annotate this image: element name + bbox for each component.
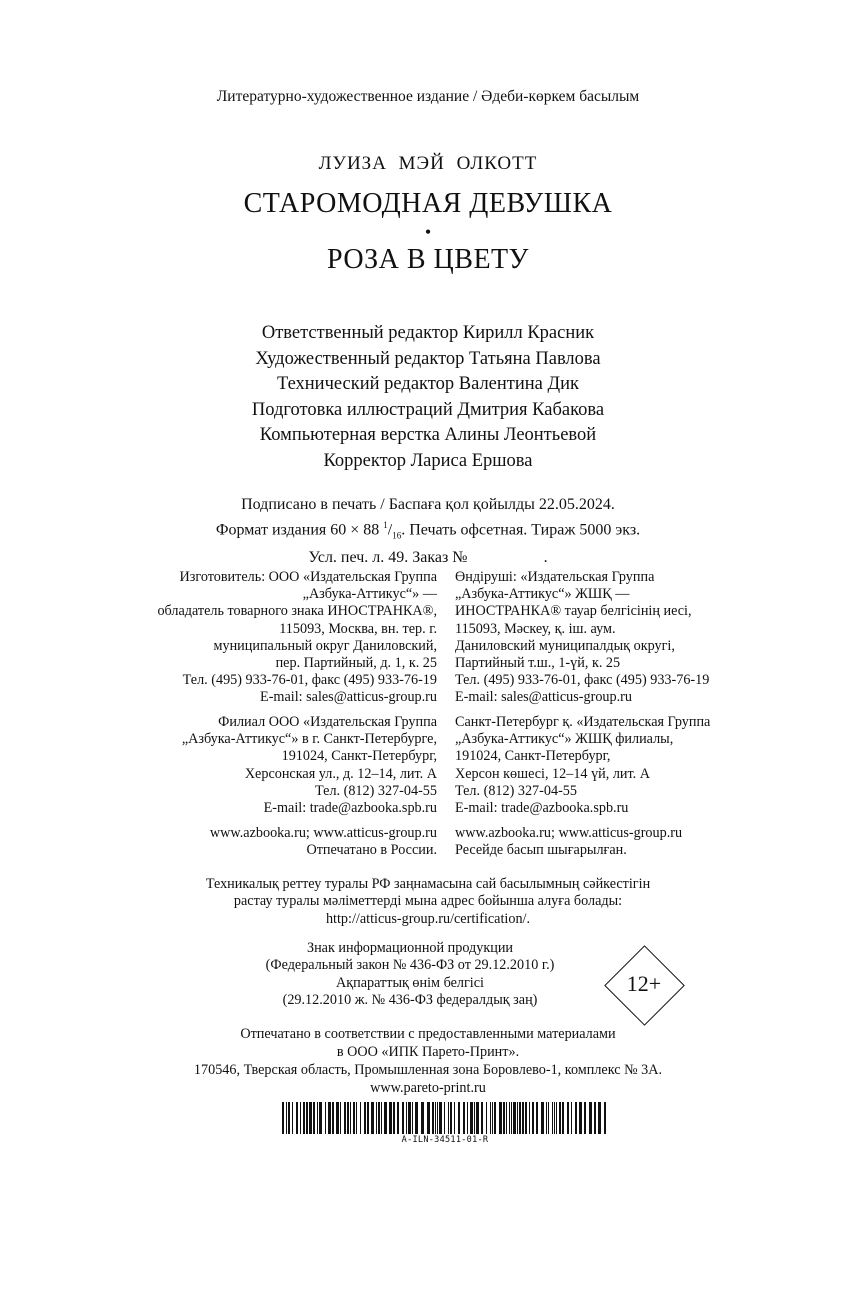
- edition-type: Литературно-художественное издание / Әдеби-көркем басылым: [216, 88, 640, 105]
- address-line: 191024, Санкт-Петербург,: [455, 748, 611, 765]
- barcode-bar: [408, 1102, 411, 1134]
- email-line: E-mail: sales@atticus-group.ru: [455, 689, 632, 706]
- barcode-bar: [328, 1102, 331, 1134]
- barcode-bar: [494, 1102, 496, 1134]
- barcode-bar: [444, 1102, 445, 1134]
- barcode-bar: [458, 1102, 460, 1134]
- phone-line: Тел. (495) 933-76-01, факс (495) 933-76-19: [455, 672, 710, 689]
- barcode-bar: [353, 1102, 355, 1134]
- barcode-bar: [393, 1102, 395, 1134]
- format-suffix: . Печать офсетная. Тираж 5000 экз.: [401, 521, 641, 539]
- printer-line: в ООО «ИПК Парето-Принт».: [336, 1044, 520, 1060]
- credit-line: Художественный редактор Татьяна Павлова: [255, 348, 601, 369]
- barcode-bar: [546, 1102, 547, 1134]
- address-line: Филиал ООО «Издательская Группа: [218, 714, 437, 730]
- phone-line: Тел. (495) 933-76-01, факс (495) 933-76-19: [182, 672, 437, 689]
- info-sign-line: Ақпараттық өнім белгісі: [336, 974, 484, 991]
- barcode-bar: [486, 1102, 487, 1134]
- credit-line: Корректор Лариса Ершова: [323, 450, 533, 471]
- address-line: Даниловский муниципалдық округі,: [455, 637, 675, 654]
- cert-url: http://atticus-group.ru/certification/.: [325, 910, 531, 927]
- author-name: ЛУИЗА МЭЙ ОЛКОТТ: [318, 153, 538, 174]
- address-line: Херсонская ул., д. 12–14, лит. А: [244, 765, 437, 782]
- barcode-bar: [548, 1102, 549, 1134]
- info-sign-line: Знак информационной продукции: [306, 940, 514, 956]
- info-product-sign: [200, 940, 620, 1009]
- printer-line: Отпечатано в соответствии с предоставленными материалами: [240, 1026, 616, 1042]
- printed-in: Отпечатано в России.: [306, 842, 437, 859]
- barcode-bar: [525, 1102, 527, 1134]
- websites-ru: [100, 825, 437, 859]
- order-line: Усл. печ. л. 49. Заказ № .: [308, 548, 548, 566]
- address-line: Херсон көшесі, 12–14 үй, лит. А: [455, 765, 651, 782]
- signed-date: Подписано в печать / Баспаға қол қойылды 22.05.2024.: [241, 496, 615, 513]
- certification-note: [0, 876, 856, 928]
- title-separator: •: [425, 224, 431, 241]
- barcode-bar: [336, 1102, 339, 1134]
- barcode-bar: [402, 1102, 404, 1134]
- barcode-bar: [356, 1102, 357, 1134]
- barcode-bar: [397, 1102, 399, 1134]
- barcode-bar: [344, 1102, 346, 1134]
- barcode-bar: [435, 1102, 436, 1134]
- format-den: 16: [392, 530, 402, 541]
- barcode-bar: [439, 1102, 442, 1134]
- barcode-bar: [513, 1102, 516, 1134]
- address-line: Санкт-Петербург қ. «Издательская Группа: [455, 714, 711, 730]
- barcode-bar: [325, 1102, 326, 1134]
- barcode-bar: [490, 1102, 491, 1134]
- email-line: E-mail: trade@azbooka.spb.ru: [455, 800, 629, 817]
- address-line: пер. Партийный, д. 1, к. 25: [275, 655, 437, 672]
- barcode-bar: [559, 1102, 561, 1134]
- barcode-bar: [412, 1102, 413, 1134]
- barcode-bar: [598, 1102, 601, 1134]
- printer-info: [0, 1025, 856, 1097]
- address-line: „Азбука-Аттикус“» в г. Санкт-Петербурге,: [181, 731, 437, 748]
- barcode-bar: [575, 1102, 577, 1134]
- print-info: [0, 494, 856, 568]
- format-line: [0, 515, 856, 547]
- barcode-bar: [536, 1102, 538, 1134]
- barcode-bar: [288, 1102, 290, 1134]
- barcode-bar: [350, 1102, 351, 1134]
- barcode-bar: [319, 1102, 322, 1134]
- address-line: 115093, Мәскеу, қ. іш. аум.: [455, 620, 616, 637]
- barcode-bar: [589, 1102, 592, 1134]
- barcode-bar: [384, 1102, 387, 1134]
- barcode-bar: [492, 1102, 493, 1134]
- barcode-bar: [415, 1102, 418, 1134]
- barcode-bar: [503, 1102, 505, 1134]
- barcode-bar: [378, 1102, 380, 1134]
- branch-kz: [455, 714, 785, 817]
- barcode-bar: [450, 1102, 452, 1134]
- address-line: Изготовитель: ООО «Издательская Группа: [179, 569, 437, 585]
- barcode-bar: [381, 1102, 382, 1134]
- info-sign-line: (Федеральный закон № 436-ФЗ от 29.12.2010 г.): [265, 957, 555, 974]
- address-line: Өндіруші: «Издательская Группа: [455, 569, 655, 585]
- barcode-bar: [313, 1102, 315, 1134]
- phone-line: Тел. (812) 327-04-55: [315, 782, 437, 799]
- address-line: Партийный т.ш., 1-үй, к. 25: [455, 655, 621, 672]
- credit-line: Подготовка иллюстраций Дмитрия Кабакова: [251, 399, 605, 420]
- barcode-bar: [367, 1102, 369, 1134]
- credits-list: [0, 321, 856, 475]
- barcode-bar: [448, 1102, 449, 1134]
- barcode-bar: [517, 1102, 518, 1134]
- format-slash: /: [387, 521, 393, 539]
- book-title-1: СТАРОМОДНАЯ ДЕВУШКА: [243, 188, 613, 219]
- email-line: E-mail: trade@azbooka.spb.ru: [263, 800, 437, 817]
- barcode-bar: [541, 1102, 544, 1134]
- barcode-bar: [332, 1102, 334, 1134]
- address-line: 191024, Санкт-Петербург,: [281, 748, 437, 765]
- credit-line: Ответственный редактор Кирилл Красник: [261, 323, 595, 343]
- barcode-bar: [554, 1102, 555, 1134]
- address-line: ИНОСТРАНКА® тауар белгісінің иесі,: [455, 603, 692, 620]
- cert-line: растау туралы мәліметтерді мына адрес бойынша алуға болады:: [233, 893, 623, 910]
- barcode-bar: [509, 1102, 510, 1134]
- address-line: „Азбука-Аттикус“» ЖШҚ —: [455, 586, 630, 603]
- cert-line: Техникалық реттеу туралы РФ заңнамасына сай басылымның сәйкестігін: [205, 876, 651, 892]
- age-rating-badge: [604, 945, 684, 1025]
- barcode-bar: [389, 1102, 392, 1134]
- barcode-bar: [360, 1102, 361, 1134]
- barcode-bar: [506, 1102, 507, 1134]
- format-prefix: Формат издания 60 × 88: [215, 521, 384, 539]
- barcode-bar: [529, 1102, 530, 1134]
- barcode-icon: [282, 1102, 610, 1134]
- barcode-bar: [519, 1102, 521, 1134]
- website-line: www.azbooka.ru; www.atticus-group.ru: [209, 825, 437, 841]
- barcode-bar: [594, 1102, 596, 1134]
- barcode-bar: [454, 1102, 455, 1134]
- address-line: обладатель товарного знака ИНОСТРАНКА®,: [157, 603, 437, 620]
- barcode-bar: [499, 1102, 502, 1134]
- manufacturer-ru: [100, 569, 437, 707]
- barcode-bar: [340, 1102, 341, 1134]
- barcode-bar: [532, 1102, 534, 1134]
- barcode-bar: [300, 1102, 301, 1134]
- barcode-bar: [481, 1102, 483, 1134]
- barcode-bar: [437, 1102, 438, 1134]
- barcode-bar: [406, 1102, 407, 1134]
- websites-kz: [455, 825, 785, 859]
- barcode-bar: [556, 1102, 557, 1134]
- barcode-bar: [292, 1102, 293, 1134]
- info-sign-line: (29.12.2010 ж. № 436-ФЗ федералдық заң): [282, 991, 538, 1008]
- barcode-bar: [511, 1102, 512, 1134]
- barcode-bar: [579, 1102, 582, 1134]
- barcode-bar: [296, 1102, 298, 1134]
- barcode-bar: [432, 1102, 434, 1134]
- barcode-bar: [571, 1102, 572, 1134]
- barcode-bar: [286, 1102, 287, 1134]
- barcode-bar: [376, 1102, 377, 1134]
- barcode-bar: [476, 1102, 479, 1134]
- barcode-bar: [317, 1102, 318, 1134]
- address-line: „Азбука-Аттикус“» —: [302, 586, 437, 603]
- credit-line: Технический редактор Валентина Дик: [276, 374, 580, 395]
- barcode-bar: [303, 1102, 305, 1134]
- printer-website: www.pareto-print.ru: [370, 1080, 486, 1096]
- barcode-bar: [371, 1102, 374, 1134]
- barcode-bar: [552, 1102, 553, 1134]
- barcode-bar: [309, 1102, 312, 1134]
- age-rating-text: 12+: [626, 971, 662, 996]
- address-line: муниципальный округ Даниловский,: [213, 637, 437, 654]
- barcode-bar: [463, 1102, 465, 1134]
- address-line: „Азбука-Аттикус“» ЖШҚ филиалы,: [455, 731, 674, 748]
- phone-line: Тел. (812) 327-04-55: [455, 782, 577, 799]
- barcode-bar: [584, 1102, 586, 1134]
- manufacturer-kz: [455, 569, 785, 707]
- barcode-bar: [427, 1102, 430, 1134]
- email-line: E-mail: sales@atticus-group.ru: [260, 689, 437, 706]
- barcode-bar: [567, 1102, 569, 1134]
- branch-ru: [100, 714, 437, 817]
- book-title-2: РОЗА В ЦВЕТУ: [327, 244, 529, 275]
- website-line: www.azbooka.ru; www.atticus-group.ru: [455, 825, 683, 841]
- barcode-bar: [474, 1102, 475, 1134]
- address-line: 115093, Москва, вн. тер. г.: [279, 620, 437, 637]
- barcode-bar: [306, 1102, 308, 1134]
- barcode-bar: [467, 1102, 468, 1134]
- barcode-bar: [522, 1102, 524, 1134]
- barcode-bar: [421, 1102, 424, 1134]
- barcode-caption: A-ILN-34511-01-R: [401, 1135, 489, 1145]
- barcode-bar: [347, 1102, 349, 1134]
- format-num: 1: [383, 520, 388, 530]
- barcode-bar: [364, 1102, 366, 1134]
- barcode-bar: [470, 1102, 473, 1134]
- printed-in: Ресейде басып шығарылған.: [455, 842, 627, 859]
- barcode-bar: [562, 1102, 564, 1134]
- printer-address: 170546, Тверская область, Промышленная зона Боровлево-1, комплекс № 3А.: [193, 1062, 663, 1078]
- credit-line: Компьютерная верстка Алины Леонтьевой: [259, 425, 597, 446]
- barcode-bar: [282, 1102, 284, 1134]
- barcode-bar: [604, 1102, 606, 1134]
